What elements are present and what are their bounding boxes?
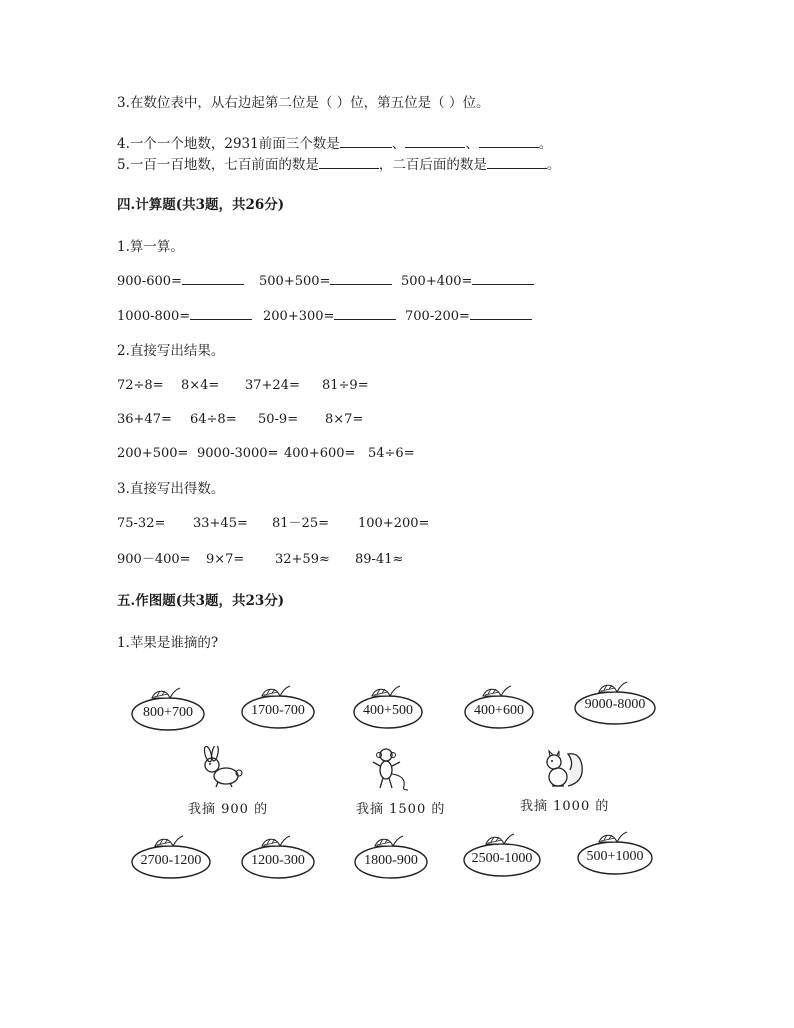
s5-q1-label: 1.苹果是谁摘的? bbox=[117, 635, 219, 651]
apple-expression: 400+600 bbox=[474, 703, 524, 718]
fill-blank-q3 bbox=[117, 94, 489, 112]
q5-mid: ，二百后面的数是 bbox=[378, 157, 487, 173]
apple-expression: 500+1000 bbox=[586, 849, 644, 864]
apple-top-4[interactable] bbox=[463, 684, 535, 730]
answer-blank[interactable] bbox=[340, 136, 392, 148]
apple-top-2[interactable] bbox=[240, 684, 316, 730]
expression: 1000-800= bbox=[117, 309, 191, 324]
calc-item: 400+600= bbox=[284, 446, 356, 461]
squirrel-caption: 我摘 1000 的 bbox=[520, 799, 610, 814]
calc-item: 89-41≈ bbox=[355, 552, 404, 567]
calc-item: 33+45= bbox=[193, 516, 248, 531]
squirrel-figure bbox=[540, 748, 586, 794]
answer-blank[interactable] bbox=[405, 136, 465, 148]
apple-expression: 1700-700 bbox=[251, 703, 305, 718]
apple-bottom-1[interactable] bbox=[130, 834, 212, 880]
section4-title: 四.计算题(共3题，共26分) bbox=[117, 197, 285, 213]
answer-blank[interactable] bbox=[472, 273, 534, 285]
apple-bottom-4[interactable] bbox=[462, 832, 542, 878]
calc-item bbox=[259, 273, 392, 291]
expression: 200+300= bbox=[263, 309, 335, 324]
answer-blank[interactable] bbox=[319, 157, 379, 169]
calc-item: 8×7= bbox=[325, 412, 364, 427]
s4-q3-label: 3.直接写出得数。 bbox=[117, 481, 225, 497]
answer-blank[interactable] bbox=[334, 308, 396, 320]
calc-item bbox=[401, 273, 534, 291]
calc-item: 9×7= bbox=[206, 552, 245, 567]
calc-item: 64÷8= bbox=[190, 412, 237, 427]
apple-expression: 400+500 bbox=[363, 703, 413, 718]
rabbit-figure bbox=[198, 746, 246, 792]
apple-bottom-5[interactable] bbox=[576, 830, 654, 876]
s4-q1-label: 1.算一算。 bbox=[117, 239, 184, 255]
calc-item: 900－400= bbox=[117, 552, 191, 567]
calc-item: 54÷6= bbox=[368, 446, 415, 461]
calc-item bbox=[263, 308, 396, 326]
calc-item: 75-32= bbox=[117, 516, 166, 531]
calc-item: 200+500= bbox=[117, 446, 189, 461]
rabbit-caption: 我摘 900 的 bbox=[188, 802, 269, 817]
answer-blank[interactable] bbox=[182, 273, 244, 285]
q4-prefix: 4.一个一个地数，2931前面三个数是 bbox=[117, 136, 340, 152]
expression: 500+500= bbox=[259, 274, 331, 289]
answer-blank[interactable] bbox=[487, 157, 547, 169]
section5-title: 五.作图题(共3题，共23分) bbox=[117, 593, 285, 609]
apple-expression: 800+700 bbox=[143, 705, 193, 720]
expression: 900-600= bbox=[117, 274, 182, 289]
apple-top-3[interactable] bbox=[352, 684, 424, 730]
calc-item bbox=[405, 308, 532, 326]
answer-blank[interactable] bbox=[470, 308, 532, 320]
fill-blank-q4 bbox=[117, 135, 552, 153]
calc-item: 72÷8= bbox=[117, 378, 164, 393]
calc-item: 81÷9= bbox=[322, 378, 369, 393]
fill-blank-q5 bbox=[117, 156, 560, 174]
apple-expression: 9000-8000 bbox=[584, 697, 646, 712]
calc-item: 37+24= bbox=[245, 378, 300, 393]
calc-item: 32+59≈ bbox=[275, 552, 330, 567]
calc-item: 100+200= bbox=[358, 516, 430, 531]
calc-item: 36+47= bbox=[117, 412, 172, 427]
calc-item: 8×4= bbox=[181, 378, 220, 393]
answer-blank[interactable] bbox=[190, 308, 252, 320]
squirrel-icon bbox=[540, 748, 586, 790]
apple-top-1[interactable] bbox=[130, 686, 206, 732]
expression: 700-200= bbox=[405, 309, 470, 324]
apple-bottom-3[interactable] bbox=[353, 834, 429, 880]
q5-prefix: 5.一百一百地数，七百前面的数是 bbox=[117, 157, 319, 173]
answer-blank[interactable] bbox=[479, 136, 539, 148]
s4-q2-label: 2.直接写出结果。 bbox=[117, 343, 225, 359]
apple-expression: 1200-300 bbox=[251, 853, 305, 868]
calc-item bbox=[117, 308, 252, 326]
q4-end: 。 bbox=[538, 136, 553, 152]
q5-end: 。 bbox=[546, 157, 561, 173]
calc-item: 81－25= bbox=[272, 516, 329, 531]
answer-blank[interactable] bbox=[330, 273, 392, 285]
apple-expression: 2700-1200 bbox=[140, 853, 202, 868]
q3-text: 3.在数位表中，从右边起第二位是（ ）位，第五位是（ ）位。 bbox=[117, 95, 490, 111]
apple-top-5[interactable] bbox=[573, 680, 657, 726]
monkey-figure bbox=[370, 746, 412, 796]
apple-bottom-2[interactable] bbox=[240, 834, 316, 880]
apple-expression: 2500-1000 bbox=[471, 851, 533, 866]
q4-separator: 、 bbox=[465, 136, 479, 152]
expression: 500+400= bbox=[401, 274, 473, 289]
q4-separator: 、 bbox=[391, 136, 406, 152]
rabbit-icon bbox=[198, 746, 246, 788]
calc-item: 50-9= bbox=[258, 412, 299, 427]
calc-item bbox=[117, 273, 244, 291]
calc-item: 9000-3000= bbox=[197, 446, 279, 461]
monkey-icon bbox=[370, 746, 412, 792]
monkey-caption: 我摘 1500 的 bbox=[356, 802, 446, 817]
apple-expression: 1800-900 bbox=[364, 853, 418, 868]
